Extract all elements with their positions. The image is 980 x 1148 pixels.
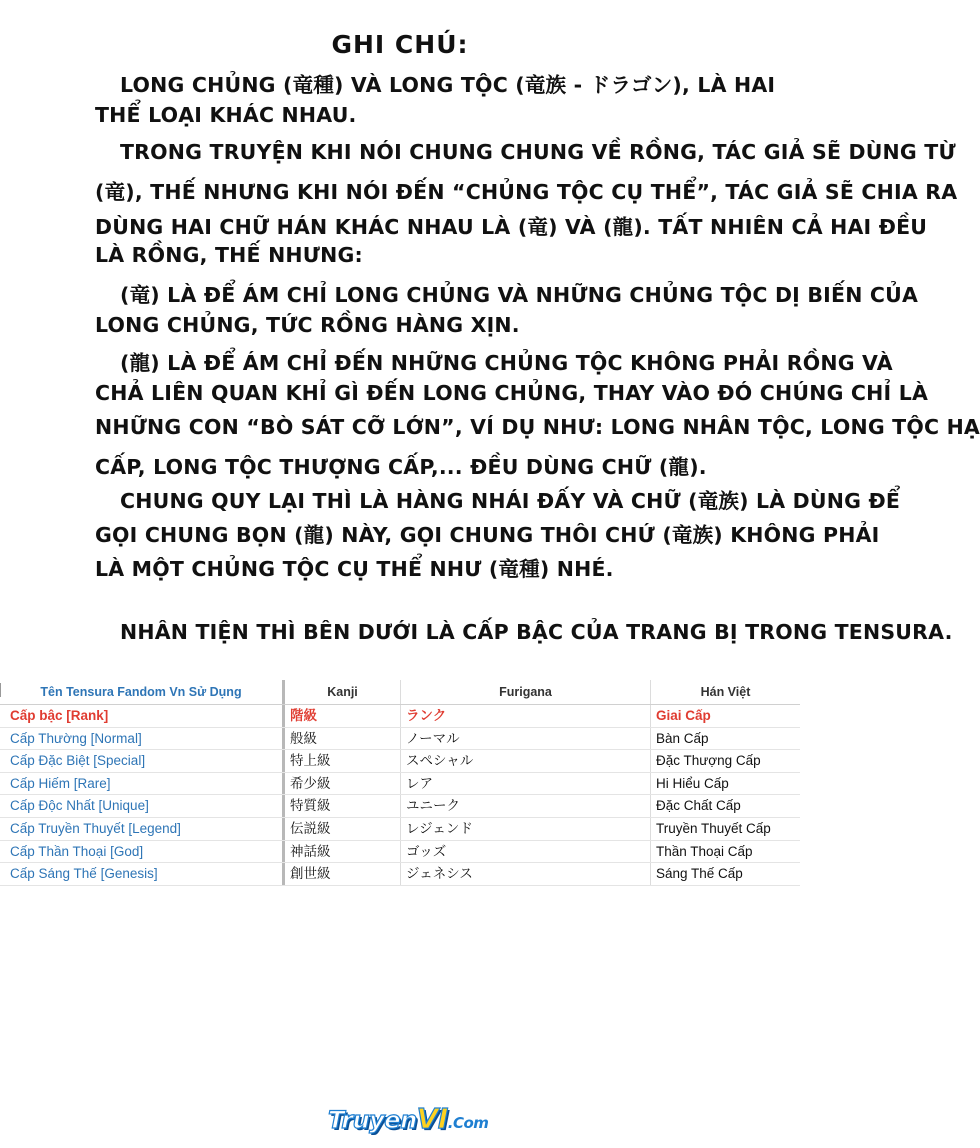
table-cell: ユニーク	[400, 795, 650, 817]
note-line: TRONG TRUYỆN KHI NÓI CHUNG CHUNG VỀ RỒNG, TÁC GIẢ SẼ DÙNG TỪ	[120, 140, 956, 164]
equipment-rank-table	[0, 680, 800, 886]
table-cell: ジェネシス	[400, 863, 650, 885]
header-han-viet: Hán Việt	[650, 680, 800, 704]
header-furigana: Furigana	[400, 680, 650, 704]
note-line: (龍) LÀ ĐỂ ÁM CHỈ ĐẾN NHỮNG CHỦNG TỘC KHÔNG PHẢI RỒNG VÀ	[120, 351, 893, 375]
table-cell: 階級	[282, 705, 400, 727]
note-line: THỂ LOẠI KHÁC NHAU.	[95, 103, 357, 127]
note-line: LONG CHỦNG (竜種) VÀ LONG TỘC (竜族 - ドラゴン), LÀ HAI	[120, 73, 776, 97]
table-cell: 特上級	[282, 750, 400, 772]
note-line: LONG CHỦNG, TỨC RỒNG HÀNG XỊN.	[95, 313, 520, 337]
table-cell: Cấp Đặc Biệt [Special]	[10, 753, 146, 769]
table-row	[0, 863, 800, 886]
table-cell: Truyền Thuyết Cấp	[650, 818, 800, 840]
table-cell: Giai Cấp	[650, 705, 800, 727]
logo-text-com: .Com	[447, 1114, 489, 1132]
table-cell: 希少級	[282, 773, 400, 795]
table-cell: Cấp Hiếm [Rare]	[10, 775, 111, 791]
table-cell: ランク	[400, 705, 650, 727]
note-line: GỌI CHUNG BỌN (龍) NÀY, GỌI CHUNG THÔI CHỨ (竜族) KHÔNG PHẢI	[95, 523, 880, 547]
table-cell: スペシャル	[400, 750, 650, 772]
table-row-rank	[0, 705, 800, 728]
header-kanji: Kanji	[282, 680, 400, 704]
table-cell: Cấp Độc Nhất [Unique]	[10, 798, 149, 814]
table-cell: Cấp Thường [Normal]	[10, 730, 142, 746]
table-header-row	[0, 680, 800, 705]
header-fandom-name: Tên Tensura Fandom Vn Sử Dụng	[40, 685, 242, 699]
logo-text-truyen: Truyen	[328, 1106, 417, 1134]
table-cell: Cấp Sáng Thế [Genesis]	[10, 866, 158, 882]
table-cell: レジェンド	[400, 818, 650, 840]
table-cell: Hi Hiểu Cấp	[650, 773, 800, 795]
table-cell: Cấp Thần Thoại [God]	[10, 843, 144, 859]
table-cell: 般級	[282, 728, 400, 750]
table-cell: ノーマル	[400, 728, 650, 750]
table-cell: Bàn Cấp	[650, 728, 800, 750]
table-cell: 神話級	[282, 841, 400, 863]
table-cell: 特質級	[282, 795, 400, 817]
table-cell: 伝説級	[282, 818, 400, 840]
note-line: CHẢ LIÊN QUAN KHỈ GÌ ĐẾN LONG CHỦNG, THAY VÀO ĐÓ CHÚNG CHỈ LÀ	[95, 381, 929, 405]
table-cell: Đặc Thượng Cấp	[650, 750, 800, 772]
site-logo	[328, 1100, 489, 1138]
table-cell: ゴッズ	[400, 841, 650, 863]
table-row	[0, 773, 800, 796]
note-line: DÙNG HAI CHỮ HÁN KHÁC NHAU LÀ (竜) VÀ (龍). TẤT NHIÊN CẢ HAI ĐỀU	[95, 215, 928, 239]
table-cell: Cấp Truyền Thuyết [Legend]	[10, 820, 181, 836]
table-cell: レア	[400, 773, 650, 795]
note-line: NHÂN TIỆN THÌ BÊN DƯỚI LÀ CẤP BẬC CỦA TRANG BỊ TRONG TENSURA.	[120, 620, 953, 644]
logo-text-vi: VI	[416, 1102, 448, 1135]
table-row	[0, 750, 800, 773]
table-row	[0, 818, 800, 841]
note-line: NHỮNG CON “BÒ SÁT CỠ LỚN”, VÍ DỤ NHƯ: LONG NHÂN TỘC, LONG TỘC HẠ	[95, 415, 980, 439]
table-row	[0, 728, 800, 751]
table-row	[0, 795, 800, 818]
table-cell: Thần Thoại Cấp	[650, 841, 800, 863]
note-line: CHUNG QUY LẠI THÌ LÀ HÀNG NHÁI ĐẤY VÀ CHỮ (竜族) LÀ DÙNG ĐỂ	[120, 489, 901, 513]
table-cell: 創世級	[282, 863, 400, 885]
note-line: LÀ RỒNG, THẾ NHƯNG:	[95, 243, 363, 267]
note-line: (竜) LÀ ĐỂ ÁM CHỈ LONG CHỦNG VÀ NHỮNG CHỦNG TỘC DỊ BIẾN CỦA	[120, 283, 919, 307]
table-cell: Cấp bậc [Rank]	[10, 708, 109, 723]
table-cell: Sáng Thế Cấp	[650, 863, 800, 885]
note-line: CẤP, LONG TỘC THƯỢNG CẤP,... ĐỀU DÙNG CHỮ (龍).	[95, 455, 707, 479]
note-line: (竜), THẾ NHƯNG KHI NÓI ĐẾN “CHỦNG TỘC CỤ THỂ”, TÁC GIẢ SẼ CHIA RA	[95, 180, 958, 204]
note-line: LÀ MỘT CHỦNG TỘC CỤ THỂ NHƯ (竜種) NHÉ.	[95, 557, 614, 581]
table-row	[0, 841, 800, 864]
note-title: GHI CHÚ:	[331, 30, 469, 59]
table-cell: Đặc Chất Cấp	[650, 795, 800, 817]
